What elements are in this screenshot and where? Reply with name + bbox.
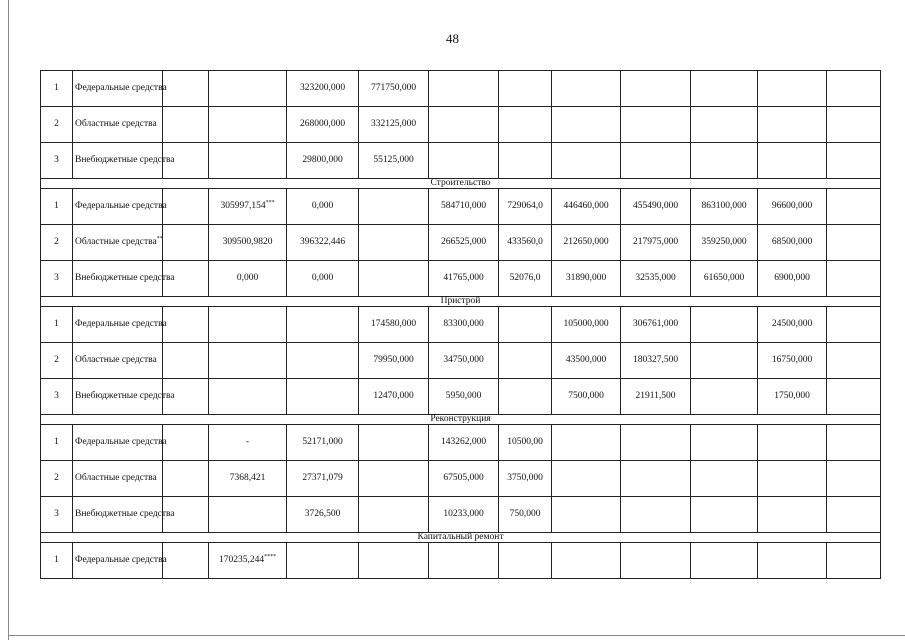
value-cell <box>429 143 499 179</box>
value-cell <box>429 189 499 225</box>
value-cell <box>499 343 552 379</box>
funding-source-label: Внебюджетные средства <box>75 391 175 401</box>
value-cell <box>621 71 691 107</box>
value-cell <box>552 71 621 107</box>
value-text: 10233,000 <box>443 509 484 519</box>
funding-source-label: Федеральные средства <box>75 83 167 93</box>
table-row <box>41 261 881 297</box>
section-title: Капитальный ремонт <box>41 533 881 543</box>
value-cell <box>287 261 359 297</box>
value-text: 771750,000 <box>370 83 417 93</box>
value-cell <box>552 189 621 225</box>
value-cell <box>621 343 691 379</box>
table-row <box>41 461 881 497</box>
table-row <box>41 379 881 415</box>
value-cell <box>163 107 209 143</box>
funding-source <box>73 225 163 261</box>
value-cell <box>691 143 758 179</box>
value-text: - <box>245 437 250 447</box>
value-cell <box>287 143 359 179</box>
value-text: 309500,9820 <box>222 237 273 247</box>
section-title: Строительство <box>41 179 881 189</box>
funding-source-label: Областные средства <box>75 473 157 483</box>
value-text: 43500,000 <box>565 355 607 365</box>
value-cell <box>691 343 758 379</box>
table-row <box>41 425 881 461</box>
footnote-mark: *** <box>265 199 275 206</box>
value-cell <box>621 461 691 497</box>
value-text: 305997,154 <box>220 201 266 211</box>
value-cell <box>287 343 359 379</box>
value-text: 433560,0 <box>507 237 543 247</box>
value-cell <box>163 71 209 107</box>
value-cell <box>691 189 758 225</box>
value-text: 446460,000 <box>563 201 609 211</box>
funding-source-label: Федеральные средства <box>75 319 167 329</box>
value-text: 27371,079 <box>302 473 343 483</box>
value-text: 68500,000 <box>771 237 813 247</box>
value-text: 41765,000 <box>443 273 484 283</box>
row-number: 3 <box>41 497 73 533</box>
value-text: 3750,000 <box>507 473 543 483</box>
value-cell <box>499 107 552 143</box>
value-cell <box>691 543 758 579</box>
value-cell <box>429 497 499 533</box>
value-text: 34750,000 <box>443 355 484 365</box>
funding-source-label: Федеральные средства <box>75 555 167 565</box>
value-cell <box>287 425 359 461</box>
value-cell <box>691 425 758 461</box>
value-cell <box>209 107 287 143</box>
value-cell <box>359 143 429 179</box>
value-cell <box>209 307 287 343</box>
value-cell <box>552 497 621 533</box>
value-cell <box>621 307 691 343</box>
value-cell <box>499 189 552 225</box>
row-number: 2 <box>41 343 73 379</box>
value-cell <box>552 461 621 497</box>
value-cell <box>499 543 552 579</box>
value-cell <box>827 425 881 461</box>
funding-source <box>73 261 175 297</box>
funding-source <box>73 543 167 579</box>
value-text: 7368,421 <box>229 473 266 483</box>
funding-source <box>73 343 163 379</box>
table-row <box>41 107 881 143</box>
value-cell <box>758 497 827 533</box>
value-cell <box>359 343 429 379</box>
value-cell <box>429 425 499 461</box>
value-cell <box>691 225 758 261</box>
table-row <box>41 543 881 579</box>
value-text: 105000,000 <box>563 319 609 329</box>
value-cell <box>163 225 209 261</box>
value-cell <box>827 143 881 179</box>
funding-source-label: Внебюджетные средства <box>75 509 175 519</box>
value-cell <box>163 543 209 579</box>
value-cell <box>287 107 359 143</box>
value-text: 0,000 <box>311 201 334 211</box>
value-cell <box>758 189 827 225</box>
value-cell <box>429 543 499 579</box>
value-cell <box>287 379 359 415</box>
table-row <box>41 343 881 379</box>
value-cell <box>499 307 552 343</box>
value-text: 584710,000 <box>440 201 487 211</box>
value-text: 0,000 <box>236 273 259 283</box>
value-text: 12470,000 <box>373 391 414 401</box>
value-cell <box>827 107 881 143</box>
funding-source-label: Областные средства <box>75 355 157 365</box>
value-cell <box>758 71 827 107</box>
value-cell <box>163 461 209 497</box>
row-number: 1 <box>41 189 73 225</box>
funding-source <box>73 189 167 225</box>
table-row <box>41 307 881 343</box>
value-cell <box>621 497 691 533</box>
value-cell <box>499 225 552 261</box>
value-cell <box>691 461 758 497</box>
value-cell <box>359 497 429 533</box>
value-text: 52076,0 <box>509 273 541 283</box>
value-cell <box>163 425 209 461</box>
value-cell <box>359 107 429 143</box>
row-number: 2 <box>41 461 73 497</box>
value-cell <box>163 343 209 379</box>
value-cell <box>552 143 621 179</box>
row-number: 1 <box>41 307 73 343</box>
funding-source <box>73 71 167 107</box>
value-text: 268000,000 <box>299 119 346 129</box>
value-cell <box>827 307 881 343</box>
value-cell <box>163 189 209 225</box>
value-cell <box>163 307 209 343</box>
value-text: 729064,0 <box>507 201 543 211</box>
value-text: 174580,000 <box>370 319 417 329</box>
section-header-row <box>41 297 881 307</box>
footnote-mark: **** <box>264 553 277 560</box>
row-number: 2 <box>41 107 73 143</box>
value-cell <box>621 225 691 261</box>
value-text: 10500,00 <box>507 437 543 447</box>
value-text: 5950,000 <box>445 391 482 401</box>
row-number: 3 <box>41 143 73 179</box>
funding-source <box>73 497 175 533</box>
value-text: 21911,500 <box>635 391 676 401</box>
value-cell <box>758 461 827 497</box>
value-cell <box>758 261 827 297</box>
value-cell <box>359 425 429 461</box>
value-text: 24500,000 <box>771 319 813 329</box>
value-text: 96600,000 <box>771 201 813 211</box>
value-cell <box>621 379 691 415</box>
section-header-row <box>41 179 881 189</box>
value-text: 170235,244 <box>218 555 265 565</box>
value-cell <box>827 343 881 379</box>
table-row <box>41 143 881 179</box>
value-text: 6900,000 <box>774 273 810 283</box>
value-cell <box>827 379 881 415</box>
page-left-edge <box>8 0 9 640</box>
value-text: 217975,000 <box>632 237 679 247</box>
value-text: 31890,000 <box>565 273 607 283</box>
value-text: 143262,000 <box>440 437 487 447</box>
section-title: Пристрой <box>41 297 881 307</box>
value-cell <box>287 461 359 497</box>
value-cell <box>691 261 758 297</box>
value-cell <box>287 307 359 343</box>
value-cell <box>429 261 499 297</box>
funding-source <box>73 307 167 343</box>
value-cell <box>499 143 552 179</box>
value-cell <box>287 543 359 579</box>
value-cell <box>287 71 359 107</box>
value-cell <box>621 107 691 143</box>
value-cell <box>499 461 552 497</box>
row-number: 3 <box>41 261 73 297</box>
value-cell <box>209 343 287 379</box>
table-row <box>41 189 881 225</box>
value-text: 29800,000 <box>302 155 343 165</box>
value-cell <box>758 379 827 415</box>
value-cell <box>552 107 621 143</box>
value-cell <box>429 307 499 343</box>
value-cell <box>359 261 429 297</box>
value-cell <box>827 225 881 261</box>
value-text: 61650,000 <box>703 273 745 283</box>
value-cell <box>359 307 429 343</box>
funding-source <box>73 143 175 179</box>
value-text: 3726,500 <box>304 509 341 519</box>
funding-source <box>73 461 163 497</box>
value-text: 55125,000 <box>373 155 414 165</box>
value-cell <box>827 543 881 579</box>
section-header-row <box>41 533 881 543</box>
value-cell <box>499 497 552 533</box>
value-text: 455490,000 <box>632 201 679 211</box>
value-cell <box>827 497 881 533</box>
value-cell <box>499 71 552 107</box>
value-text: 332125,000 <box>370 119 417 129</box>
value-text: 359250,000 <box>701 237 747 247</box>
value-cell <box>552 307 621 343</box>
value-cell <box>621 261 691 297</box>
value-cell <box>209 261 287 297</box>
table-row <box>41 225 881 261</box>
value-cell <box>758 543 827 579</box>
value-text: 0,000 <box>311 273 334 283</box>
value-cell <box>827 71 881 107</box>
value-cell <box>758 425 827 461</box>
page-number: 48 <box>446 31 459 46</box>
value-cell <box>209 461 287 497</box>
value-text: 750,000 <box>509 509 541 519</box>
value-cell <box>621 189 691 225</box>
value-cell <box>429 71 499 107</box>
table-row <box>41 497 881 533</box>
funding-source <box>73 425 167 461</box>
value-cell <box>287 189 359 225</box>
value-text: 180327,500 <box>632 355 679 365</box>
page-bottom-edge <box>8 635 905 636</box>
value-text: 79950,000 <box>373 355 414 365</box>
value-cell <box>552 225 621 261</box>
value-cell <box>552 425 621 461</box>
value-cell <box>621 543 691 579</box>
value-text: 306761,000 <box>632 319 679 329</box>
value-cell <box>429 461 499 497</box>
section-header-row <box>41 415 881 425</box>
value-cell <box>429 107 499 143</box>
value-cell <box>758 143 827 179</box>
row-number: 1 <box>41 543 73 579</box>
value-cell <box>691 107 758 143</box>
row-number: 2 <box>41 225 73 261</box>
value-cell <box>691 71 758 107</box>
value-cell <box>209 189 287 225</box>
value-cell <box>209 425 287 461</box>
value-cell <box>429 225 499 261</box>
section-title: Реконструкция <box>41 415 881 425</box>
funding-source-label: Федеральные средства <box>75 437 167 447</box>
value-cell <box>359 461 429 497</box>
value-cell <box>359 543 429 579</box>
value-cell <box>691 379 758 415</box>
value-cell <box>499 425 552 461</box>
value-cell <box>359 225 429 261</box>
funding-source <box>73 107 163 143</box>
value-text: 52171,000 <box>302 437 343 447</box>
value-text: 83300,000 <box>443 319 484 329</box>
value-text: 323200,000 <box>299 83 346 93</box>
value-cell <box>758 225 827 261</box>
value-text: 7500,000 <box>568 391 604 401</box>
funding-source-label: Федеральные средства <box>75 201 167 211</box>
value-cell <box>552 543 621 579</box>
value-text: 212650,000 <box>563 237 609 247</box>
value-cell <box>621 425 691 461</box>
financing-table <box>40 70 881 579</box>
value-cell <box>359 189 429 225</box>
row-number: 1 <box>41 71 73 107</box>
table-row <box>41 71 881 107</box>
value-cell <box>758 107 827 143</box>
value-cell <box>209 225 287 261</box>
value-cell <box>621 143 691 179</box>
value-cell <box>827 261 881 297</box>
value-cell <box>429 379 499 415</box>
value-cell <box>209 143 287 179</box>
value-cell <box>499 261 552 297</box>
row-number: 1 <box>41 425 73 461</box>
row-number: 3 <box>41 379 73 415</box>
funding-source-label: Областные средства <box>75 237 157 247</box>
value-cell <box>827 461 881 497</box>
value-text: 396322,446 <box>299 237 346 247</box>
value-cell <box>209 497 287 533</box>
value-cell <box>552 379 621 415</box>
value-cell <box>758 307 827 343</box>
funding-source-label: Областные средства <box>75 119 157 129</box>
funding-source-label: Внебюджетные средства <box>75 273 175 283</box>
funding-source <box>73 379 175 415</box>
value-text: 266525,000 <box>440 237 487 247</box>
footnote-mark: ** <box>156 235 163 242</box>
value-cell <box>209 379 287 415</box>
value-cell <box>359 71 429 107</box>
value-cell <box>359 379 429 415</box>
value-cell <box>209 71 287 107</box>
value-text: 16750,000 <box>771 355 813 365</box>
value-cell <box>552 261 621 297</box>
value-text: 1750,000 <box>774 391 810 401</box>
value-text: 32535,000 <box>635 273 676 283</box>
value-text: 863100,000 <box>701 201 747 211</box>
value-cell <box>827 189 881 225</box>
value-cell <box>499 379 552 415</box>
value-cell <box>209 543 287 579</box>
value-cell <box>691 307 758 343</box>
funding-source-label: Внебюджетные средства <box>75 155 175 165</box>
value-cell <box>287 497 359 533</box>
value-cell <box>287 225 359 261</box>
value-text: 67505,000 <box>443 473 484 483</box>
value-cell <box>429 343 499 379</box>
value-cell <box>691 497 758 533</box>
value-cell <box>552 343 621 379</box>
value-cell <box>758 343 827 379</box>
